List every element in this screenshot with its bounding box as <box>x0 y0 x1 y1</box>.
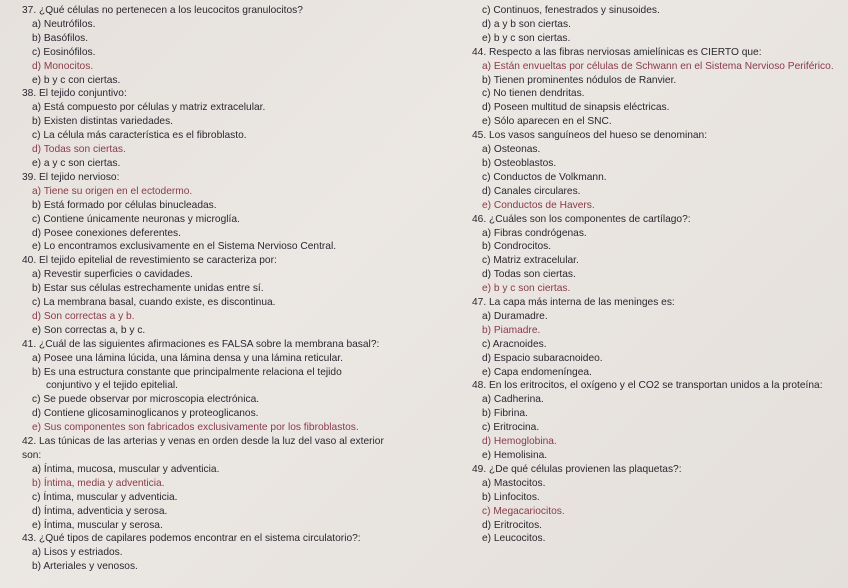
answer-option: c) Se puede observar por microscopia electrónica. <box>32 394 260 406</box>
question-line: 42. Las túnicas de las arterias y venas en orden desde la luz del vaso al exterior <box>22 436 384 448</box>
question-line: 49. ¿De qué células provienen las plaquetas?: <box>472 463 682 475</box>
answer-option: e) Sus componentes son fabricados exclusivamente por los fibroblastos. <box>32 422 359 434</box>
answer-option: d) Posee conexiones deferentes. <box>32 227 181 239</box>
answer-option: e) Hemolisina. <box>482 450 548 461</box>
answer-option: b) Fibrina. <box>482 408 528 420</box>
answer-option: b) Está formado por células binucleadas. <box>32 199 217 211</box>
answer-option: d) Espacio subaracnoideo. <box>482 352 603 364</box>
answer-option: c) Eritrocina. <box>482 422 540 434</box>
question-line: 46. ¿Cuáles son los componentes de cartílago?: <box>472 213 691 225</box>
answer-option: c) Megacariocitos. <box>482 505 565 517</box>
answer-option: d) Contiene glicosaminoglicanos y proteoglicanos. <box>32 408 259 420</box>
answer-option: e) Lo encontramos exclusivamente en el Sistema Nervioso Central. <box>32 241 337 253</box>
answer-option: b) Estar sus células estrechamente unidas entre sí. <box>32 283 264 295</box>
answer-option: d) Todas son ciertas. <box>482 269 576 281</box>
answer-option: a) Fibras condrógenas. <box>482 227 587 239</box>
answer-option: c) Matriz extracelular. <box>482 255 579 267</box>
answer-option: d) Todas son ciertas. <box>32 144 126 156</box>
answer-option: c) La célula más característica es el fibroblasto. <box>32 130 247 142</box>
answer-option: d) Poseen multitud de sinapsis eléctricas. <box>482 102 670 114</box>
answer-option: a) Íntima, mucosa, muscular y adventicia. <box>32 463 220 475</box>
answer-option: e) b y c con ciertas. <box>32 74 121 86</box>
answer-option: e) Conductos de Havers. <box>482 199 595 211</box>
answer-option: d) Monocitos. <box>32 60 94 72</box>
answer-option: d) Íntima, adventicia y serosa. <box>32 505 168 517</box>
answer-option: b) Linfocitos. <box>482 491 540 503</box>
answer-option: e) Sólo aparecen en el SNC. <box>482 116 612 128</box>
answer-option: a) Duramadre. <box>482 310 548 322</box>
answer-option: a) Tiene su origen en el ectodermo. <box>32 185 193 197</box>
answer-option: c) Contiene únicamente neuronas y microglía. <box>32 213 240 225</box>
answer-option: c) Íntima, muscular y adventicia. <box>32 491 178 503</box>
answer-option-continuation: conjuntivo y el tejido epitelial. <box>46 380 178 392</box>
answer-option: a) Está compuesto por células y matriz extracelular. <box>32 102 266 114</box>
answer-option: d) Son correctas a y b. <box>32 310 135 322</box>
question-line: 41. ¿Cuál de las siguientes afirmaciones es FALSA sobre la membrana basal?: <box>22 338 380 350</box>
answer-option: a) Cadherina. <box>482 394 544 406</box>
answer-option: d) a y b son ciertas. <box>482 18 571 30</box>
answer-option: b) Tienen prominentes nódulos de Ranvier. <box>482 74 677 86</box>
answer-option: c) No tienen dendritas. <box>482 88 585 100</box>
answer-option: e) b y c son ciertas. <box>482 283 571 295</box>
answer-option: d) Eritrocitos. <box>482 519 543 531</box>
answer-option: b) Condrocitos. <box>482 241 552 253</box>
answer-option: b) Íntima, media y adventicia. <box>32 477 165 489</box>
question-line: 39. El tejido nervioso: <box>22 171 120 183</box>
answer-option: b) Arteriales y venosos. <box>32 561 138 573</box>
answer-option: d) Hemoglobina. <box>482 436 557 448</box>
question-line: 47. La capa más interna de las meninges es: <box>472 297 675 309</box>
answer-option: c) La membrana basal, cuando existe, es discontinua. <box>32 297 276 309</box>
answer-option: c) Eosinófilos. <box>32 46 96 58</box>
right-column <box>472 4 844 546</box>
question-line: 43. ¿Qué tipos de capilares podemos encontrar en el sistema circulatorio?: <box>22 533 361 545</box>
question-line: 45. Los vasos sanguíneos del hueso se denominan: <box>472 130 708 142</box>
answer-option: b) Basófilos. <box>32 32 89 44</box>
question-line: 40. El tejido epitelial de revestimiento se caracteriza por: <box>22 255 277 267</box>
left-column <box>22 4 442 574</box>
answer-option: a) Están envueltas por células de Schwann en el Sistema Nervioso Periférico. <box>482 60 834 72</box>
question-line: 44. Respecto a las fibras nerviosas amielínicas es CIERTO que: <box>472 46 762 58</box>
question-line: 37. ¿Qué células no pertenecen a los leucocitos granulocitos? <box>22 5 303 16</box>
answer-option: e) Son correctas a, b y c. <box>32 324 146 336</box>
answer-option: b) Es una estructura constante que principalmente relaciona el tejido <box>32 366 342 378</box>
question-line: 38. El tejido conjuntivo: <box>22 88 127 100</box>
answer-option: a) Revestir superficies o cavidades. <box>32 269 193 281</box>
answer-option: c) Aracnoides. <box>482 338 547 350</box>
answer-option: e) b y c son ciertas. <box>482 32 571 44</box>
answer-option: c) Continuos, fenestrados y sinusoides. <box>482 5 660 16</box>
answer-option: e) a y c son ciertas. <box>32 157 121 169</box>
answer-option: b) Existen distintas variedades. <box>32 116 173 128</box>
question-line: 48. En los eritrocitos, el oxígeno y el CO2 se transportan unidos a la proteína: <box>472 380 823 392</box>
answer-option: b) Piamadre. <box>482 324 541 336</box>
answer-option: a) Neutrófilos. <box>32 18 96 30</box>
answer-option: e) Íntima, muscular y serosa. <box>32 519 163 531</box>
answer-option: a) Lisos y estriados. <box>32 547 123 559</box>
answer-option: e) Capa endomeníngea. <box>482 366 592 378</box>
answer-option: a) Osteonas. <box>482 144 541 156</box>
answer-option: c) Conductos de Volkmann. <box>482 171 607 183</box>
answer-option: a) Mastocitos. <box>482 477 546 489</box>
answer-option: a) Posee una lámina lúcida, una lámina densa y una lámina reticular. <box>32 352 343 364</box>
answer-option: b) Osteoblastos. <box>482 157 557 169</box>
answer-option: d) Canales circulares. <box>482 185 581 197</box>
answer-option: e) Leucocitos. <box>482 533 546 545</box>
question-line: son: <box>22 450 42 461</box>
